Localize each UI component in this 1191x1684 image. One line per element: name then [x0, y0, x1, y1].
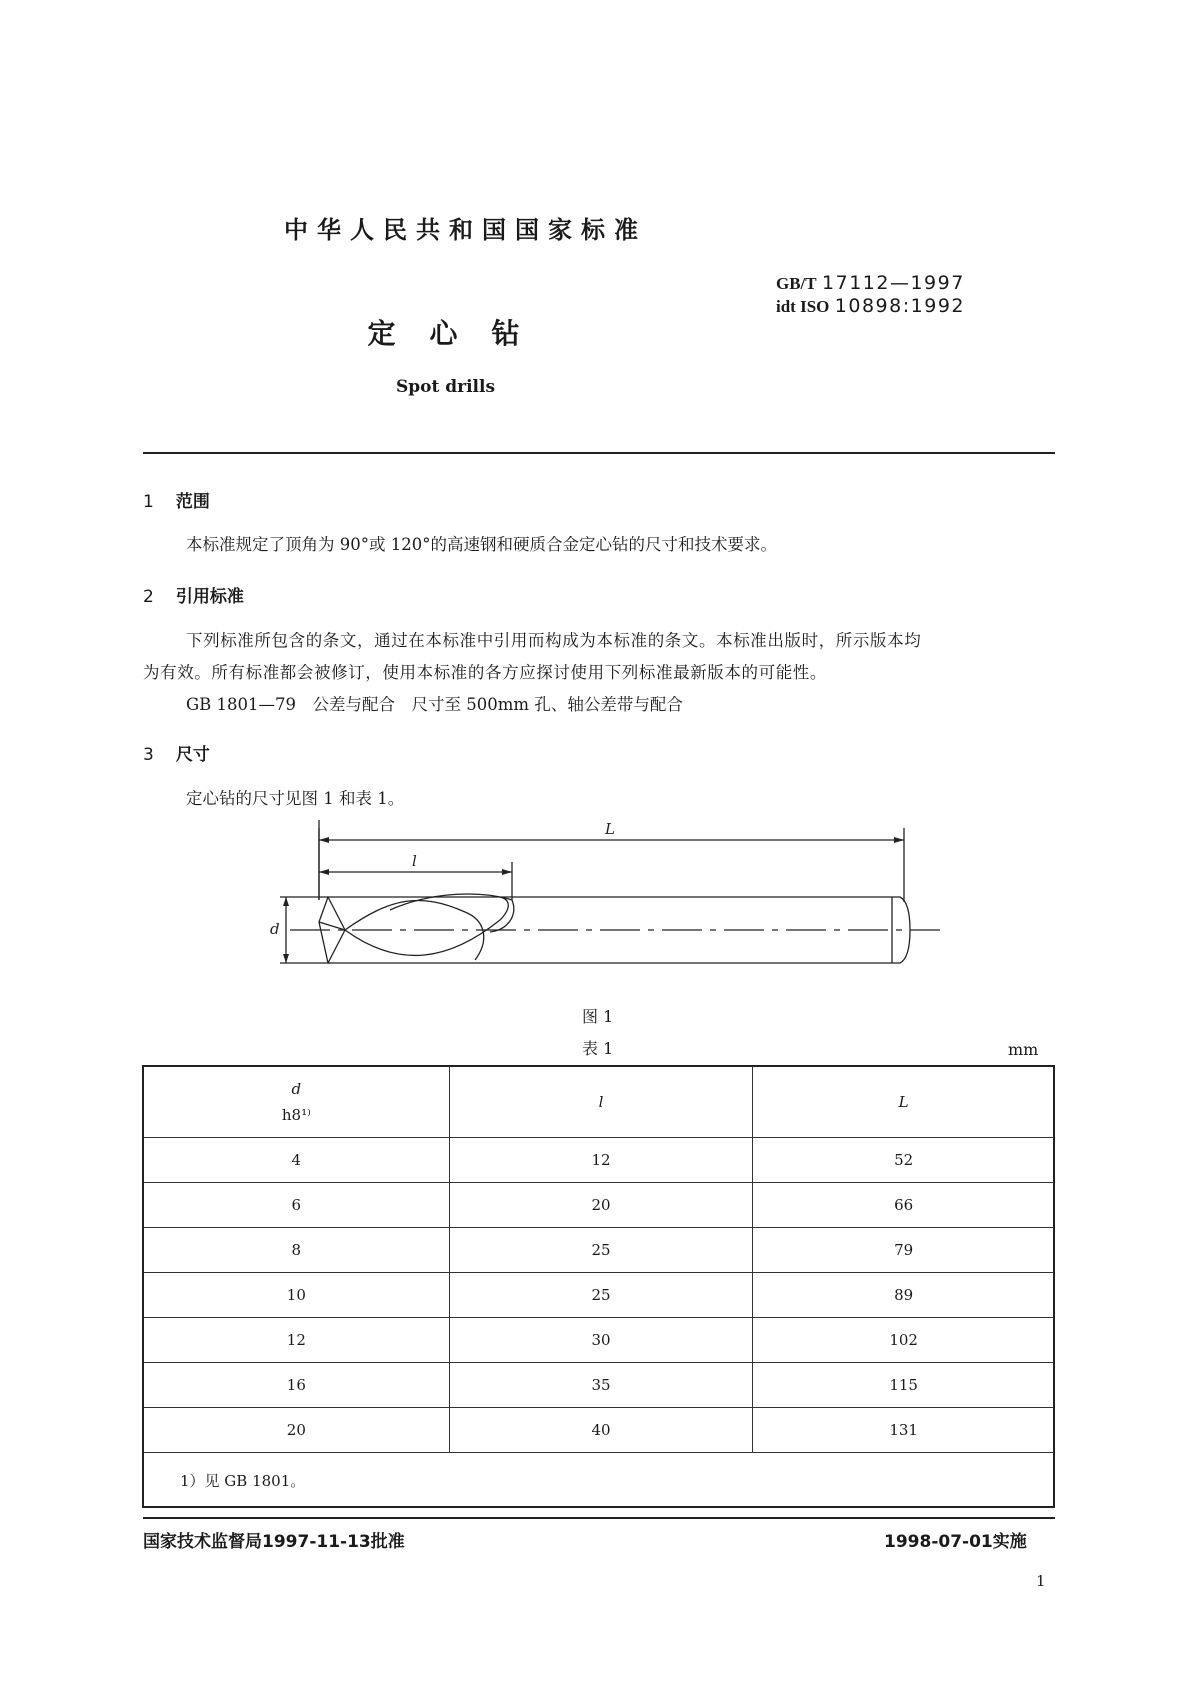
- header-l: l: [449, 1067, 753, 1138]
- label-l: l: [412, 852, 417, 870]
- header-d: d h8¹⁾: [144, 1067, 450, 1138]
- table-row: 8 25 79: [144, 1228, 1055, 1273]
- table-row: 6 20 66: [144, 1183, 1055, 1228]
- figure-caption: 图 1: [582, 1007, 614, 1026]
- table-header-row: [144, 1067, 1055, 1138]
- document-title-cn: 定心钻: [367, 317, 554, 350]
- standard-code: [776, 272, 965, 294]
- approval-line: 国家技术监督局1997-11-13批准: [143, 1532, 405, 1552]
- code-number: 17112—1997: [822, 272, 965, 294]
- table-row: 12 30 102: [144, 1318, 1055, 1363]
- flute-1: [345, 897, 508, 955]
- table-row: 16 35 115: [144, 1363, 1055, 1408]
- section-2-text-line2: 为有效。所有标准都会被修订，使用本标准的各方应探讨使用下列标准最新版本的可能性。: [143, 663, 827, 682]
- effective-date: 1998-07-01实施: [884, 1532, 1027, 1552]
- section-2-heading: 2 引用标准: [143, 587, 244, 607]
- idt-number: 10898:1992: [834, 295, 965, 317]
- header-rule: [143, 452, 1055, 454]
- document-title-en: Spot drills: [395, 377, 496, 397]
- spot-drill-drawing: [250, 820, 940, 990]
- page-number: 1: [1036, 1572, 1046, 1590]
- header-L: L: [753, 1067, 1055, 1138]
- section-2-text-line1: 下列标准所包含的条文，通过在本标准中引用而构成为本标准的条文。本标准出版时，所示版本均: [186, 631, 922, 650]
- label-d: d: [270, 920, 280, 938]
- section-1-text: 本标准规定了顶角为 90°或 120°的高速钢和硬质合金定心钻的尺寸和技术要求。: [186, 535, 777, 554]
- section-3-text: 定心钻的尺寸见图 1 和表 1。: [186, 789, 405, 808]
- table-row: 20 40 131: [144, 1408, 1055, 1453]
- idt-prefix: idt ISO: [776, 297, 830, 316]
- table-row: 4 12 52: [144, 1138, 1055, 1183]
- table-footnote: 1）见 GB 1801。: [144, 1453, 1055, 1508]
- table-unit: mm: [1008, 1040, 1039, 1059]
- section-1-heading: 1 范围: [143, 492, 210, 512]
- footer-rule: [143, 1517, 1055, 1519]
- national-standard-title: 中华人民共和国国家标准: [284, 216, 647, 244]
- table-row: 10 25 89: [144, 1273, 1055, 1318]
- table-caption: 表 1: [582, 1039, 614, 1058]
- section-3-heading: 3 尺寸: [143, 745, 210, 765]
- code-prefix: GB/T: [776, 274, 817, 293]
- section-2-reference: GB 1801—79 公差与配合 尺寸至 500mm 孔、轴公差带与配合: [186, 695, 683, 714]
- table-footnote-row: [144, 1453, 1055, 1508]
- label-L: L: [605, 820, 615, 838]
- idt-code: [776, 295, 965, 317]
- dimensions-table: [143, 1066, 1055, 1508]
